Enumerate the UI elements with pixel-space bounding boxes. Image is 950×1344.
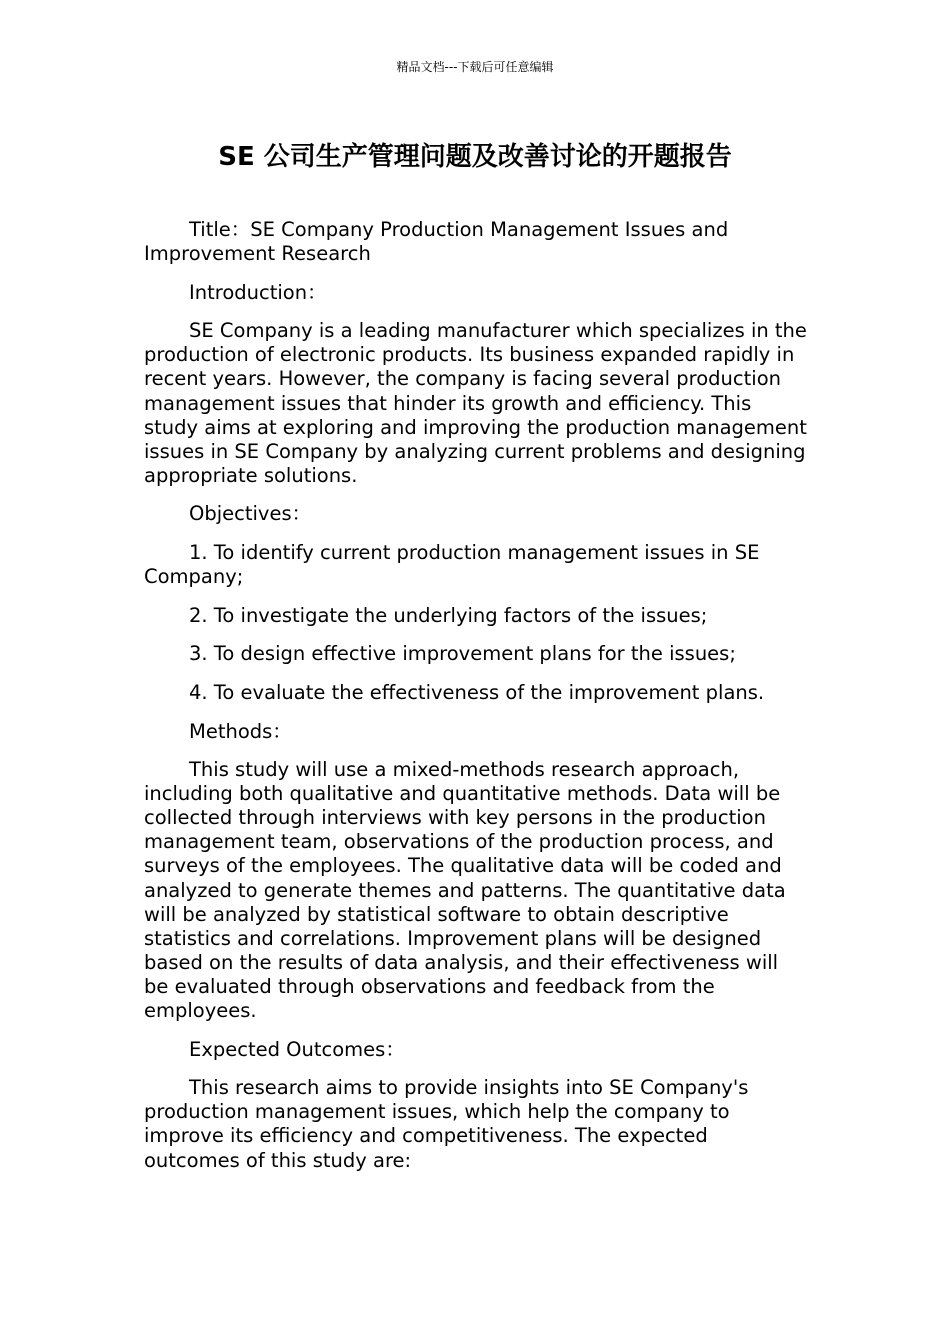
methods-heading: Methods：	[189, 719, 292, 743]
methods-paragraph: This study will use a mixed-methods research approach, including both qualitative and quantitative methods. Data will be collected through interviews with key persons in the production management team, observations of the production process, and surveys of the employees. The qualitative data will be coded and analyzed to generate themes and patterns. The quantitative data will be analyzed by statistical software to obtain descriptive statistics and correlations. Improvement plans will be designed based on the results of data analysis, and their effectiveness will be evaluated through observations and feedback from the employees.	[144, 758, 786, 1023]
objectives-heading: Objectives：	[189, 502, 312, 526]
objective-item-3: 3. To design effective improvement plans for the issues;	[189, 642, 736, 666]
introduction-heading: Introduction：	[189, 280, 327, 304]
objective-item-1: 1. To identify current production management issues in SE Company;	[144, 541, 760, 589]
expected-outcomes-paragraph: This research aims to provide insights into SE Company's production management issues, which help the company to improve its efficiency and competitiveness. The expected outcomes of this study are:	[144, 1076, 749, 1172]
introduction-paragraph: SE Company is a leading manufacturer which specializes in the production of electronic products. Its business expanded rapidly in recent years. However, the company is facing several production management issues that hinder its growth and efficiency. This study aims at exploring and improving the production management issues in SE Company by analyzing current problems and designing appropriate solutions.	[144, 319, 807, 487]
objective-item-2: 2. To investigate the underlying factors of the issues;	[189, 603, 708, 627]
objective-item-4: 4. To evaluate the effectiveness of the improvement plans.	[189, 680, 765, 704]
page-header-note: 精品文档---下载后可任意编辑	[396, 60, 554, 74]
document-title: SE 公司生产管理问题及改善讨论的开题报告	[218, 142, 732, 172]
expected-outcomes-heading: Expected Outcomes：	[189, 1037, 405, 1061]
document-body	[144, 218, 808, 1187]
title-line-paragraph: Title：SE Company Production Management Issues and Improvement Research	[144, 218, 729, 266]
